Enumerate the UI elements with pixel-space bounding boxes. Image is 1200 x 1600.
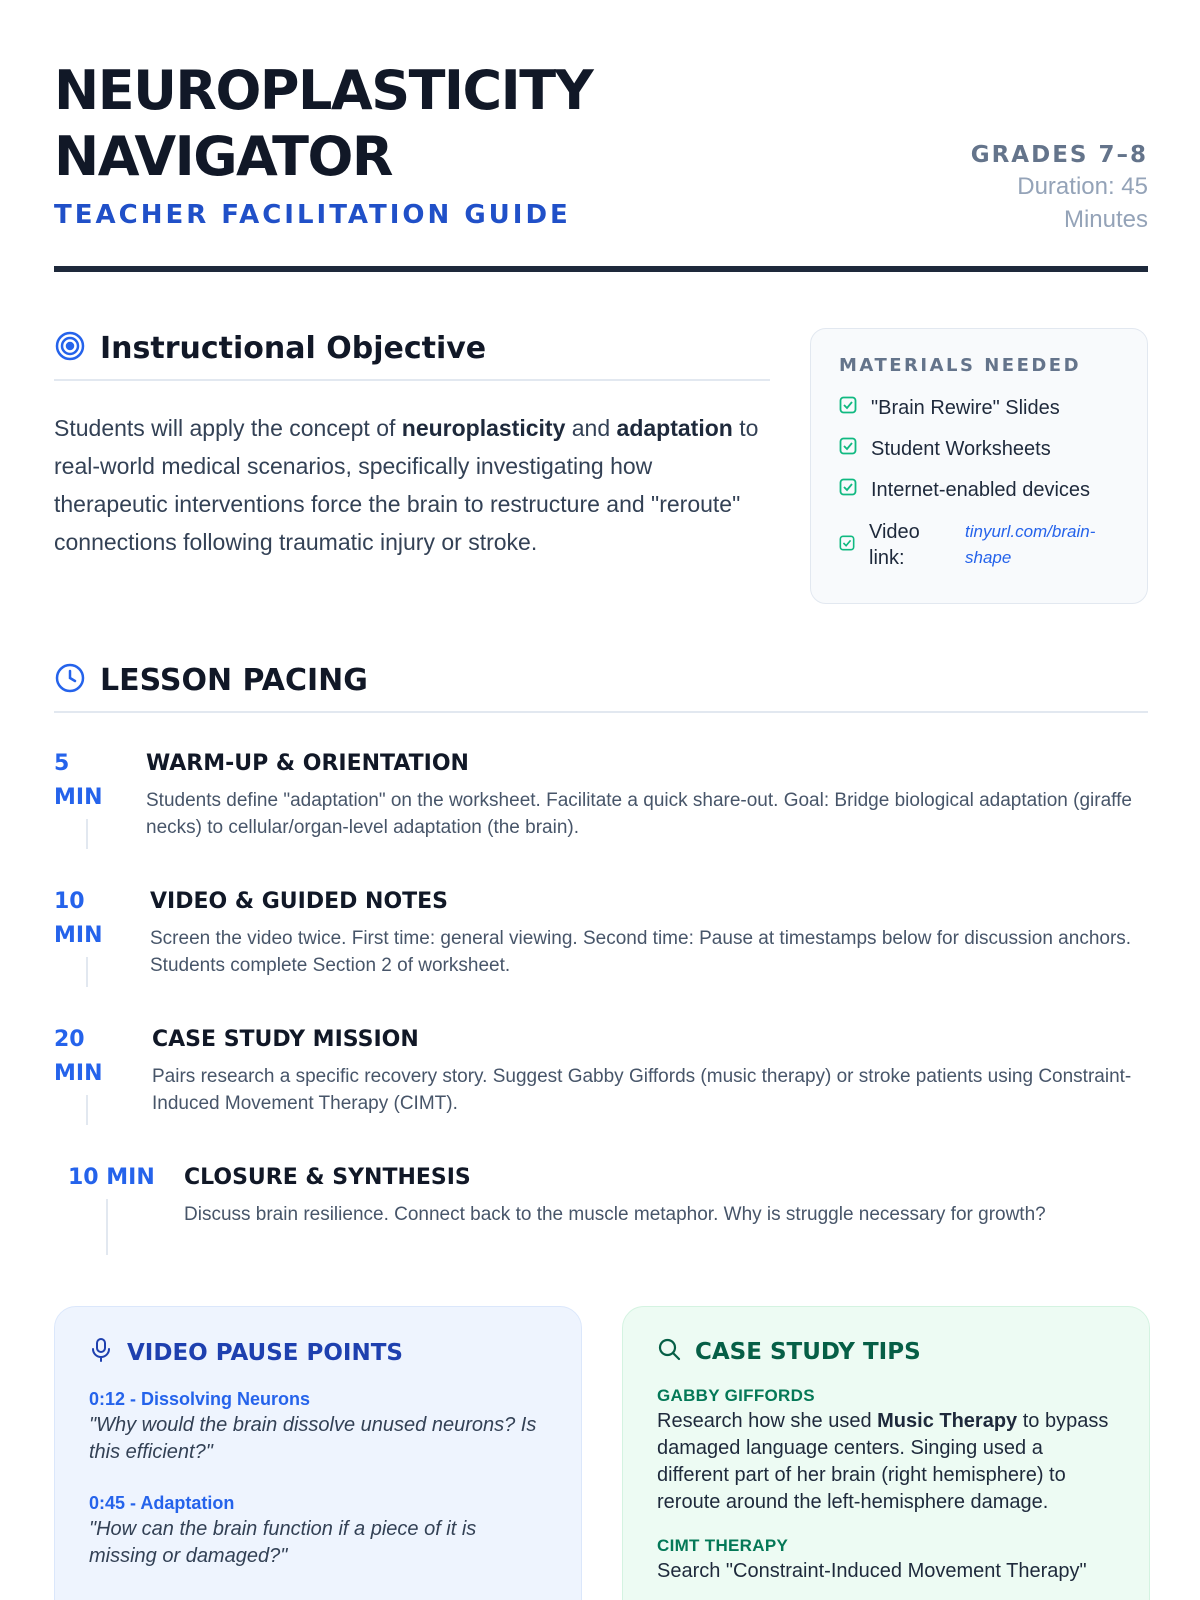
materials-title: MATERIALS NEEDED bbox=[839, 355, 1082, 376]
objective-header bbox=[54, 330, 770, 381]
case-study-card bbox=[622, 1306, 1150, 1600]
clock-icon bbox=[54, 662, 86, 699]
pacing-row bbox=[54, 1161, 1148, 1255]
checkbox-icon bbox=[839, 396, 857, 420]
video-pause-heading: VIDEO PAUSE POINTS bbox=[127, 1339, 403, 1366]
pacing-time: 10 MIN bbox=[54, 889, 103, 948]
timeline-bar bbox=[86, 957, 88, 987]
pacing-body bbox=[158, 1161, 1046, 1255]
pacing-time-block bbox=[54, 747, 120, 849]
timeline-bar bbox=[86, 1095, 88, 1125]
pacing-desc: Pairs research a specific recovery story. Suggest Gabby Giffords (music therapy) or stroke patients using Constraint-Induced Movement Therapy (CIMT). bbox=[152, 1066, 1132, 1114]
tip-name: GABBY GIFFORDS bbox=[657, 1386, 815, 1405]
objective-section bbox=[54, 330, 770, 561]
checkbox-icon bbox=[839, 437, 857, 461]
pause-timestamp: 0:12 - Dissolving Neurons bbox=[89, 1389, 311, 1409]
pacing-time-block bbox=[54, 1023, 126, 1125]
material-item-video bbox=[839, 519, 1119, 571]
pacing-row bbox=[54, 885, 1148, 987]
video-link[interactable]: tinyurl.com/brain-shape bbox=[965, 522, 1096, 567]
pacing-title: VIDEO & GUIDED NOTES bbox=[150, 889, 449, 914]
material-label: Student Worksheets bbox=[871, 437, 1051, 460]
video-label: Video link: bbox=[869, 521, 920, 569]
pacing-time: 5 MIN bbox=[54, 751, 103, 810]
pause-timestamp: 0:45 - Adaptation bbox=[89, 1493, 235, 1513]
pacing-row bbox=[54, 747, 1148, 849]
timeline-bar bbox=[106, 1199, 108, 1255]
timeline-bar bbox=[86, 819, 88, 849]
microphone-icon bbox=[89, 1337, 113, 1368]
tip-item bbox=[657, 1534, 1115, 1585]
grade-info bbox=[928, 142, 1148, 236]
video-pause-card bbox=[54, 1306, 582, 1600]
case-study-heading: CASE STUDY TIPS bbox=[695, 1338, 921, 1365]
pacing-time-block bbox=[54, 885, 124, 987]
pacing-heading: LESSON PACING bbox=[100, 663, 368, 698]
material-label: Internet-enabled devices bbox=[871, 478, 1091, 501]
objective-text: Students will apply the concept of neuroplasticity and adaptation to real-world medical scenarios, specifically investigating how therapeutic interventions force the brain to restructure and "reroute" connections following traumatic injury or stroke. bbox=[54, 415, 759, 555]
tip-text: Search "Constraint-Induced Movement Therapy" bbox=[657, 1560, 1087, 1582]
pacing-desc: Screen the video twice. First time: general viewing. Second time: Pause at timestamps below for discussion anchors. Students complete Section 2 of worksheet. bbox=[150, 928, 1132, 976]
material-item bbox=[839, 437, 1119, 461]
pacing-body bbox=[124, 885, 1148, 987]
pacing-desc: Discuss brain resilience. Connect back to the muscle metaphor. Why is struggle necessary for growth? bbox=[184, 1204, 1046, 1225]
material-item bbox=[839, 396, 1119, 420]
duration-label: Duration: 45 Minutes bbox=[1017, 173, 1148, 233]
search-icon bbox=[657, 1337, 681, 1366]
pacing-desc: Students define "adaptation" on the worksheet. Facilitate a quick share-out. Goal: Bridge biological adaptation (giraffe necks) to cellular/organ-level adaptation (the brain). bbox=[146, 790, 1132, 838]
pacing-title: CASE STUDY MISSION bbox=[152, 1027, 419, 1052]
objective-heading: Instructional Objective bbox=[100, 331, 487, 366]
tip-item bbox=[657, 1384, 1115, 1516]
pacing-list bbox=[54, 747, 1148, 1255]
material-item bbox=[839, 478, 1119, 502]
tip-name: CIMT THERAPY bbox=[657, 1536, 789, 1555]
pacing-title: WARM-UP & ORIENTATION bbox=[146, 751, 469, 776]
header-divider bbox=[54, 266, 1148, 272]
pacing-body bbox=[126, 1023, 1148, 1125]
pacing-time: 20 MIN bbox=[54, 1027, 103, 1086]
tip-text: Research how she used Music Therapy to bypass damaged language centers. Singing used a different part of her brain (right hemisphere) to reroute around the left-hemisphere damage. bbox=[657, 1410, 1109, 1513]
materials-card bbox=[810, 328, 1148, 604]
video-pause-header bbox=[89, 1337, 547, 1368]
pacing-title: CLOSURE & SYNTHESIS bbox=[184, 1165, 471, 1190]
pause-question: "How can the brain function if a piece of it is missing or damaged?" bbox=[89, 1518, 477, 1567]
grades-label: GRADES 7–8 bbox=[970, 142, 1148, 168]
pacing-time: 10 MIN bbox=[68, 1165, 155, 1190]
page-subtitle: TEACHER FACILITATION GUIDE bbox=[54, 200, 571, 230]
header bbox=[54, 58, 1148, 233]
checkbox-icon bbox=[839, 478, 857, 502]
case-study-header bbox=[657, 1337, 1115, 1366]
pacing-section bbox=[54, 662, 1148, 1291]
pause-point bbox=[89, 1386, 547, 1466]
checkbox-icon bbox=[839, 534, 855, 557]
pause-question: "Why would the brain dissolve unused neurons? Is this efficient?" bbox=[89, 1414, 537, 1463]
pacing-row bbox=[54, 1023, 1148, 1125]
pacing-body bbox=[120, 747, 1148, 849]
pause-point bbox=[89, 1490, 547, 1570]
pacing-header bbox=[54, 662, 1148, 713]
material-label: "Brain Rewire" Slides bbox=[871, 396, 1060, 419]
target-icon bbox=[54, 330, 86, 367]
pacing-time-block bbox=[68, 1161, 158, 1255]
page-title: NEUROPLASTICITY NAVIGATOR bbox=[54, 59, 593, 188]
